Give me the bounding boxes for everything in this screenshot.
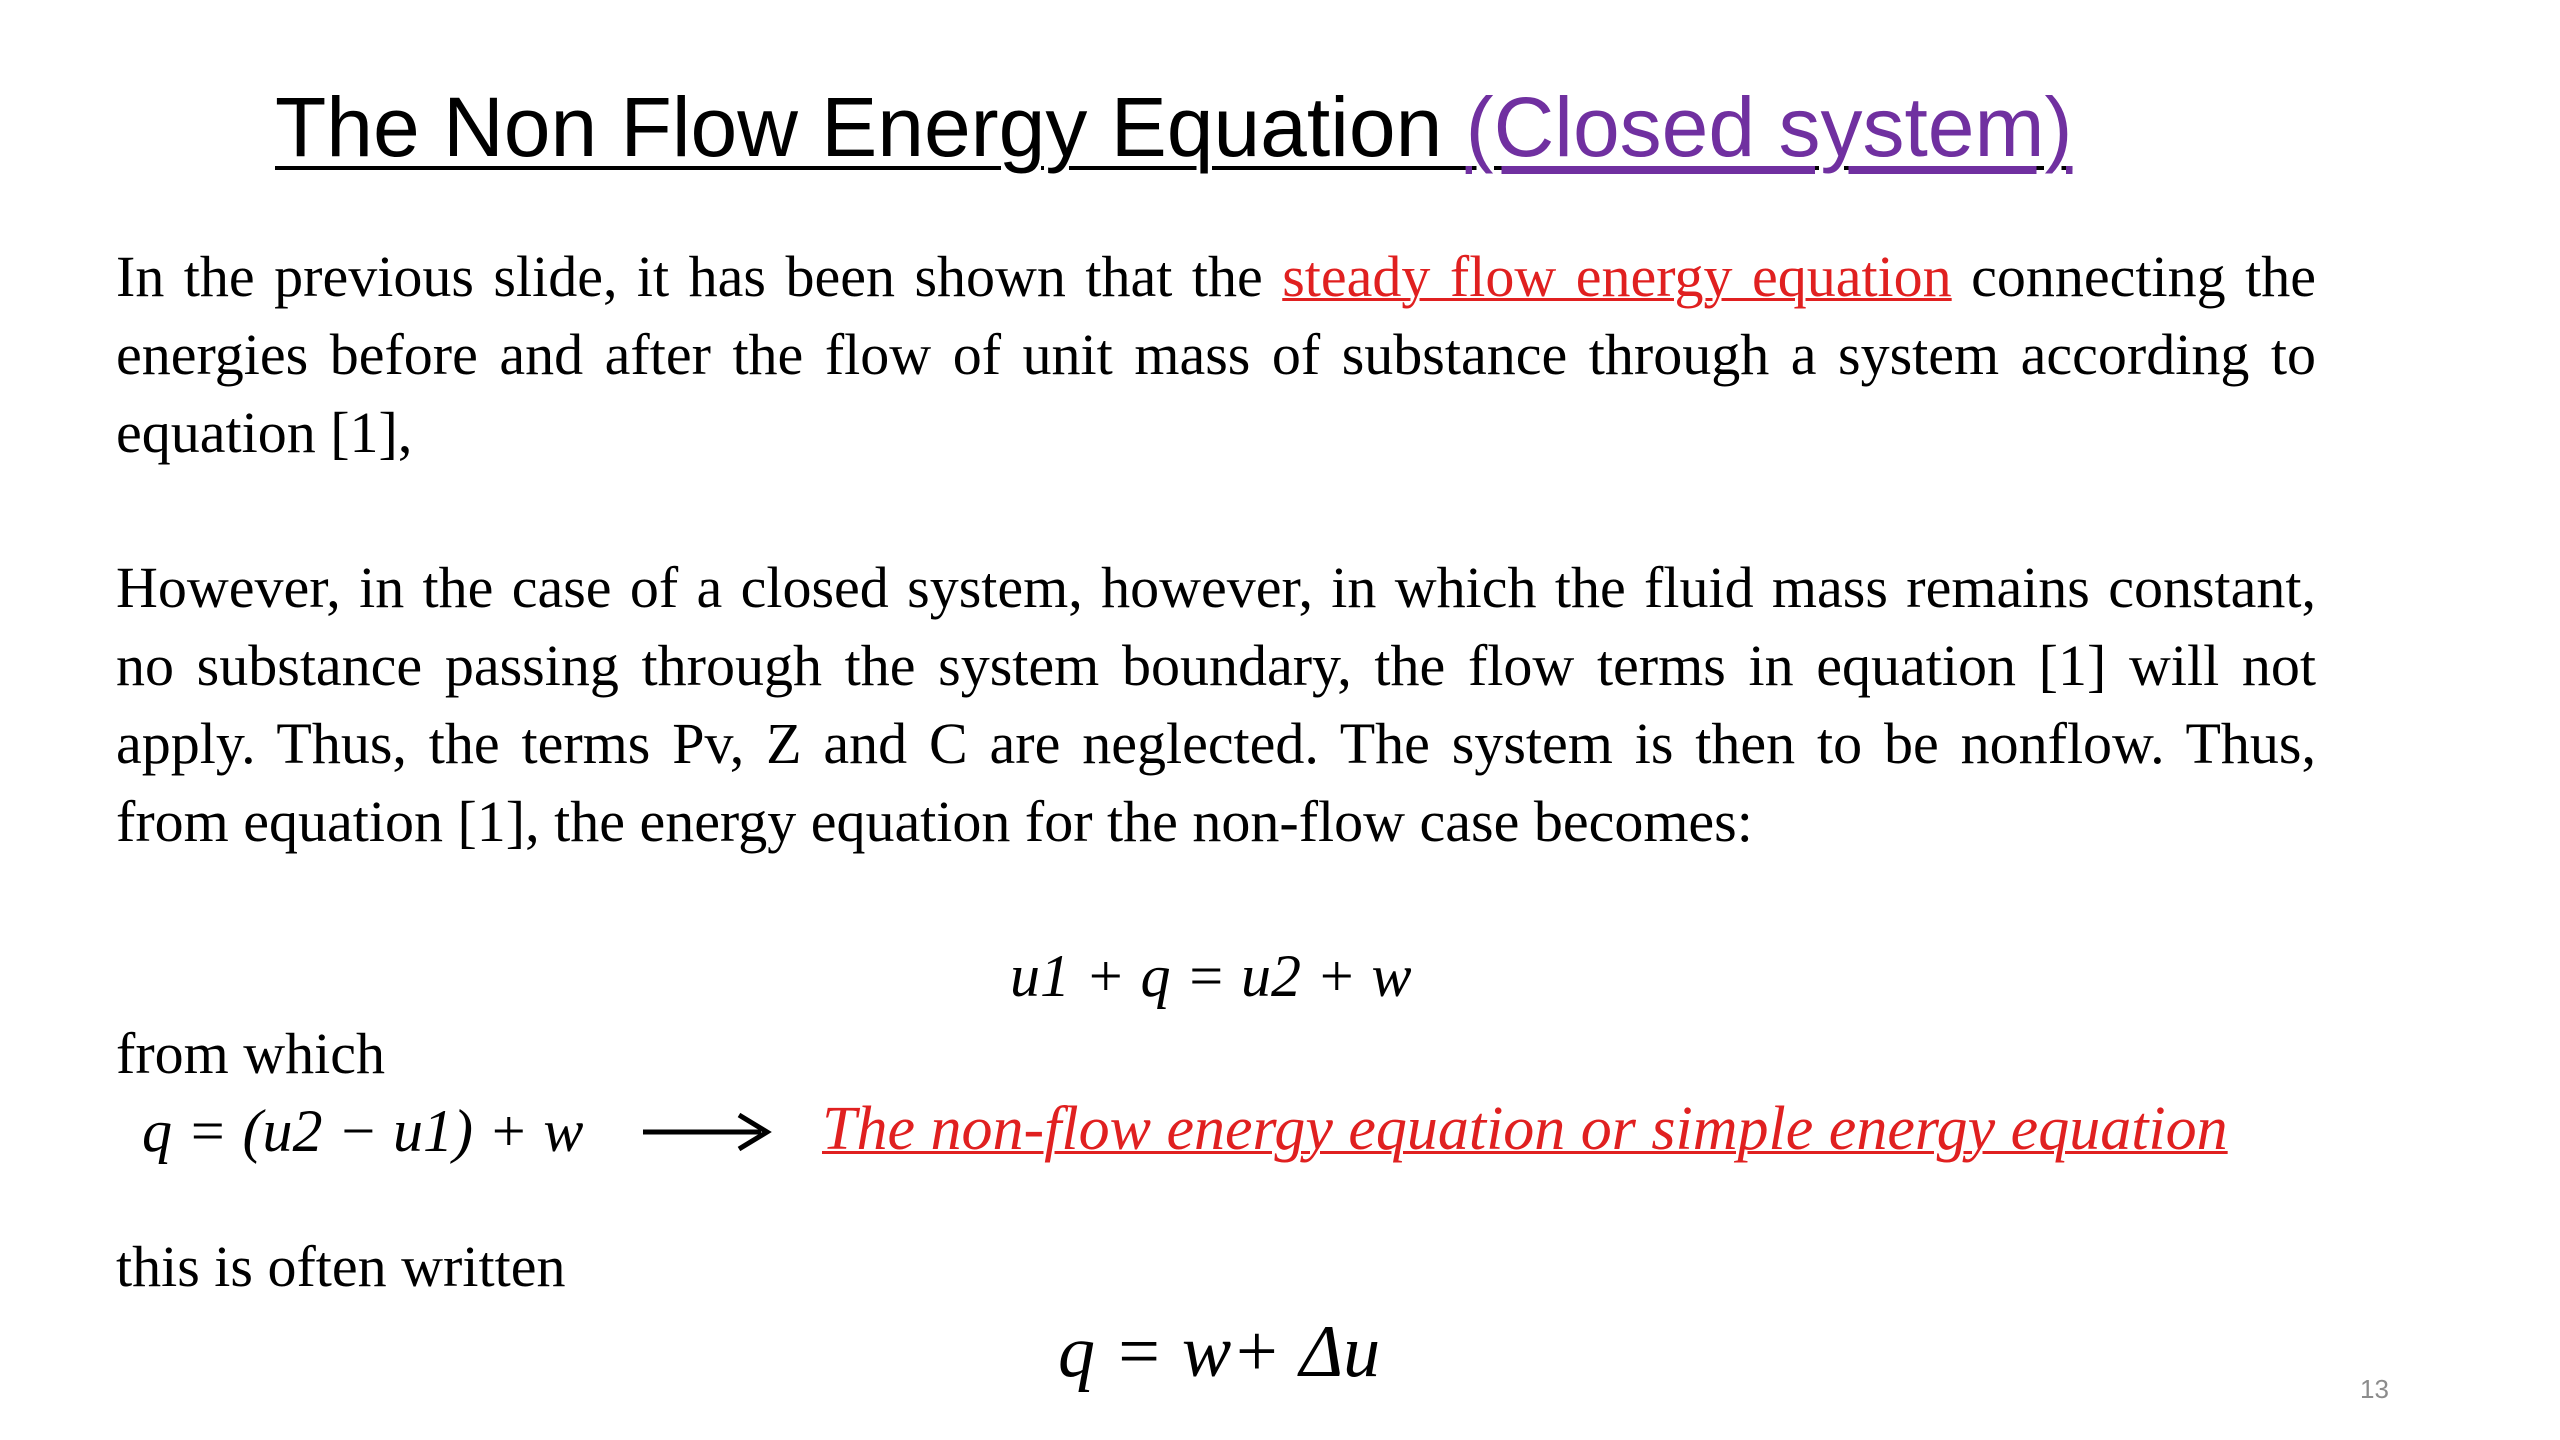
paragraph-closed-system: However, in the case of a closed system, however, in which the fluid mass remains constant, no substance passing through the system boundary, the flow terms in equation [1] will not apply. Thus, the terms Pv, Z and C are neglected. The system is then to be nonflow. Thus, from equation [1], the energy equation for the non-flow case becomes: xyxy=(116,555,2316,854)
right-arrow-icon xyxy=(643,1111,773,1153)
paragraph-intro xyxy=(116,238,2316,472)
nonflow-equation-label: The non-flow energy equation or simple energy equation xyxy=(822,1095,2228,1163)
title-main: The Non Flow Energy Equation xyxy=(275,80,1466,174)
slide-title xyxy=(275,72,2072,182)
from-which-text: from which xyxy=(116,1021,385,1086)
equation-energy-balance: u1 + q = u2 + w xyxy=(1010,943,1412,1009)
page-number: 13 xyxy=(2360,1374,2389,1404)
title-accent: (Closed system) xyxy=(1465,80,2073,174)
paragraph-intro-start: In the previous slide, it has been shown that the xyxy=(116,244,1283,309)
equation-simplified: q = w+ Δu xyxy=(1058,1311,1381,1393)
paragraph-intro-end: connecting the energies before and after the flow of unit mass of substance through a system according to equation [1], xyxy=(116,244,2316,465)
steady-flow-link-text: steady flow energy equation xyxy=(1282,244,1952,309)
equation-heat: q = (u2 − u1) + w xyxy=(142,1098,584,1164)
often-written-text: this is often written xyxy=(116,1234,566,1299)
